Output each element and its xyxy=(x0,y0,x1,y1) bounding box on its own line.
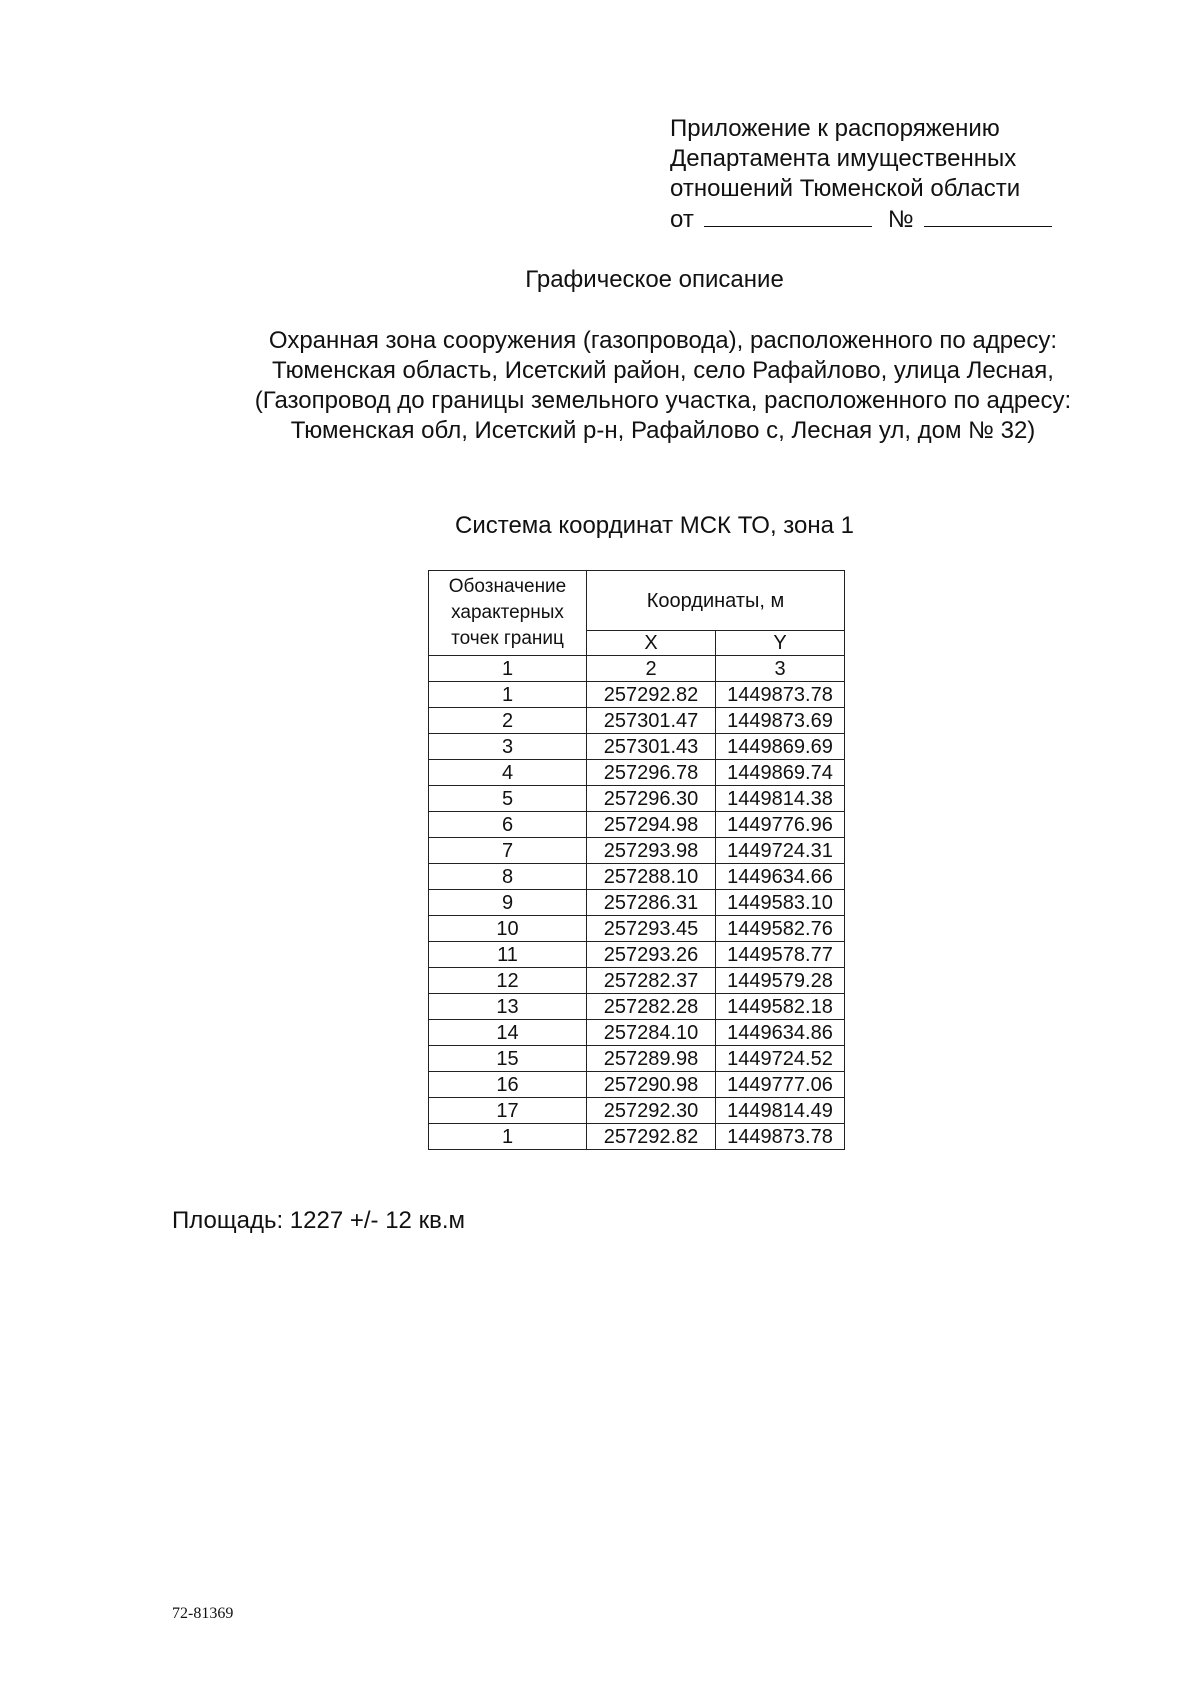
table-row xyxy=(429,786,845,812)
y-cell: 1449814.38 xyxy=(716,786,845,812)
x-cell: 257293.98 xyxy=(587,838,716,864)
coordinates-table xyxy=(428,570,845,1150)
table-row xyxy=(429,812,845,838)
y-cell: 1449777.06 xyxy=(716,1072,845,1098)
point-cell: 1 xyxy=(429,682,587,708)
document-title: Графическое описание xyxy=(525,266,784,293)
x-cell: 257301.47 xyxy=(587,708,716,734)
point-cell: 8 xyxy=(429,864,587,890)
point-cell: 9 xyxy=(429,890,587,916)
appendix-date-line xyxy=(670,204,1052,235)
table-row xyxy=(429,1124,845,1150)
x-cell: 257296.30 xyxy=(587,786,716,812)
number-blank xyxy=(924,204,1052,227)
description-line-3: (Газопровод до границы земельного участка, расположенного по адресу: xyxy=(254,387,1072,414)
x-cell: 257288.10 xyxy=(587,864,716,890)
table-row xyxy=(429,916,845,942)
y-cell: 1449583.10 xyxy=(716,890,845,916)
x-cell: 257292.30 xyxy=(587,1098,716,1124)
point-cell: 1 xyxy=(429,1124,587,1150)
column-number-row xyxy=(429,656,845,682)
y-cell: 1449873.78 xyxy=(716,1124,845,1150)
y-cell: 1449582.18 xyxy=(716,994,845,1020)
x-cell: 257296.78 xyxy=(587,760,716,786)
appendix-block xyxy=(670,114,1052,235)
table-row xyxy=(429,1046,845,1072)
point-cell: 12 xyxy=(429,968,587,994)
table-row xyxy=(429,864,845,890)
x-cell: 257286.31 xyxy=(587,890,716,916)
table-row xyxy=(429,708,845,734)
appendix-line-3: отношений Тюменской области xyxy=(670,175,1021,202)
table-row xyxy=(429,760,845,786)
document-number: 72-81369 xyxy=(172,1605,234,1622)
y-cell: 1449634.86 xyxy=(716,1020,845,1046)
y-cell: 1449578.77 xyxy=(716,942,845,968)
points-header-line-1: Обозначение xyxy=(448,576,567,597)
point-cell: 5 xyxy=(429,786,587,812)
column-number: 2 xyxy=(587,656,716,682)
point-cell: 10 xyxy=(429,916,587,942)
x-cell: 257294.98 xyxy=(587,812,716,838)
y-cell: 1449873.69 xyxy=(716,708,845,734)
table-row xyxy=(429,1098,845,1124)
zone-description xyxy=(170,326,1156,446)
point-cell: 4 xyxy=(429,760,587,786)
y-cell: 1449724.31 xyxy=(716,838,845,864)
column-number: 1 xyxy=(429,656,587,682)
x-header: X xyxy=(587,631,716,656)
coordinates-header: Координаты, м xyxy=(587,571,845,631)
date-prefix: от xyxy=(670,206,694,233)
table-row xyxy=(429,682,845,708)
number-prefix: № xyxy=(887,206,914,233)
description-line-4: Тюменская обл, Исетский р-н, Рафайлово с, Лесная ул, дом № 32) xyxy=(290,417,1036,444)
y-cell: 1449873.78 xyxy=(716,682,845,708)
x-cell: 257292.82 xyxy=(587,1124,716,1150)
point-cell: 6 xyxy=(429,812,587,838)
y-cell: 1449634.66 xyxy=(716,864,845,890)
y-cell: 1449814.49 xyxy=(716,1098,845,1124)
table-row xyxy=(429,1072,845,1098)
table-header-row xyxy=(429,571,845,631)
point-cell: 7 xyxy=(429,838,587,864)
y-cell: 1449869.74 xyxy=(716,760,845,786)
y-header: Y xyxy=(716,631,845,656)
points-header-line-3: точек границ xyxy=(451,628,564,649)
y-cell: 1449776.96 xyxy=(716,812,845,838)
point-cell: 11 xyxy=(429,942,587,968)
coordinate-system-title: Система координат МСК ТО, зона 1 xyxy=(455,512,854,539)
x-cell: 257282.37 xyxy=(587,968,716,994)
date-blank xyxy=(704,204,872,227)
table-row xyxy=(429,942,845,968)
point-cell: 17 xyxy=(429,1098,587,1124)
y-cell: 1449582.76 xyxy=(716,916,845,942)
table-row xyxy=(429,838,845,864)
x-cell: 257284.10 xyxy=(587,1020,716,1046)
appendix-line-1: Приложение к распоряжению xyxy=(670,115,1000,142)
point-cell: 15 xyxy=(429,1046,587,1072)
x-cell: 257282.28 xyxy=(587,994,716,1020)
column-number: 3 xyxy=(716,656,845,682)
area-text: Площадь: 1227 +/- 12 кв.м xyxy=(172,1207,465,1234)
x-cell: 257292.82 xyxy=(587,682,716,708)
point-cell: 2 xyxy=(429,708,587,734)
x-cell: 257290.98 xyxy=(587,1072,716,1098)
point-cell: 16 xyxy=(429,1072,587,1098)
point-cell: 3 xyxy=(429,734,587,760)
y-cell: 1449579.28 xyxy=(716,968,845,994)
x-cell: 257293.26 xyxy=(587,942,716,968)
table-row xyxy=(429,968,845,994)
y-cell: 1449724.52 xyxy=(716,1046,845,1072)
x-cell: 257293.45 xyxy=(587,916,716,942)
y-cell: 1449869.69 xyxy=(716,734,845,760)
x-cell: 257301.43 xyxy=(587,734,716,760)
x-cell: 257289.98 xyxy=(587,1046,716,1072)
point-cell: 14 xyxy=(429,1020,587,1046)
table-row xyxy=(429,734,845,760)
table-row xyxy=(429,890,845,916)
points-header xyxy=(429,571,587,656)
coordinates-body xyxy=(429,682,845,1150)
description-line-1: Охранная зона сооружения (газопровода), расположенного по адресу: xyxy=(268,327,1058,354)
table-row xyxy=(429,1020,845,1046)
appendix-line-2: Департамента имущественных xyxy=(670,145,1017,172)
table-row xyxy=(429,994,845,1020)
point-cell: 13 xyxy=(429,994,587,1020)
points-header-line-2: характерных xyxy=(451,602,564,623)
description-line-2: Тюменская область, Исетский район, село Рафайлово, улица Лесная, xyxy=(272,357,1054,384)
